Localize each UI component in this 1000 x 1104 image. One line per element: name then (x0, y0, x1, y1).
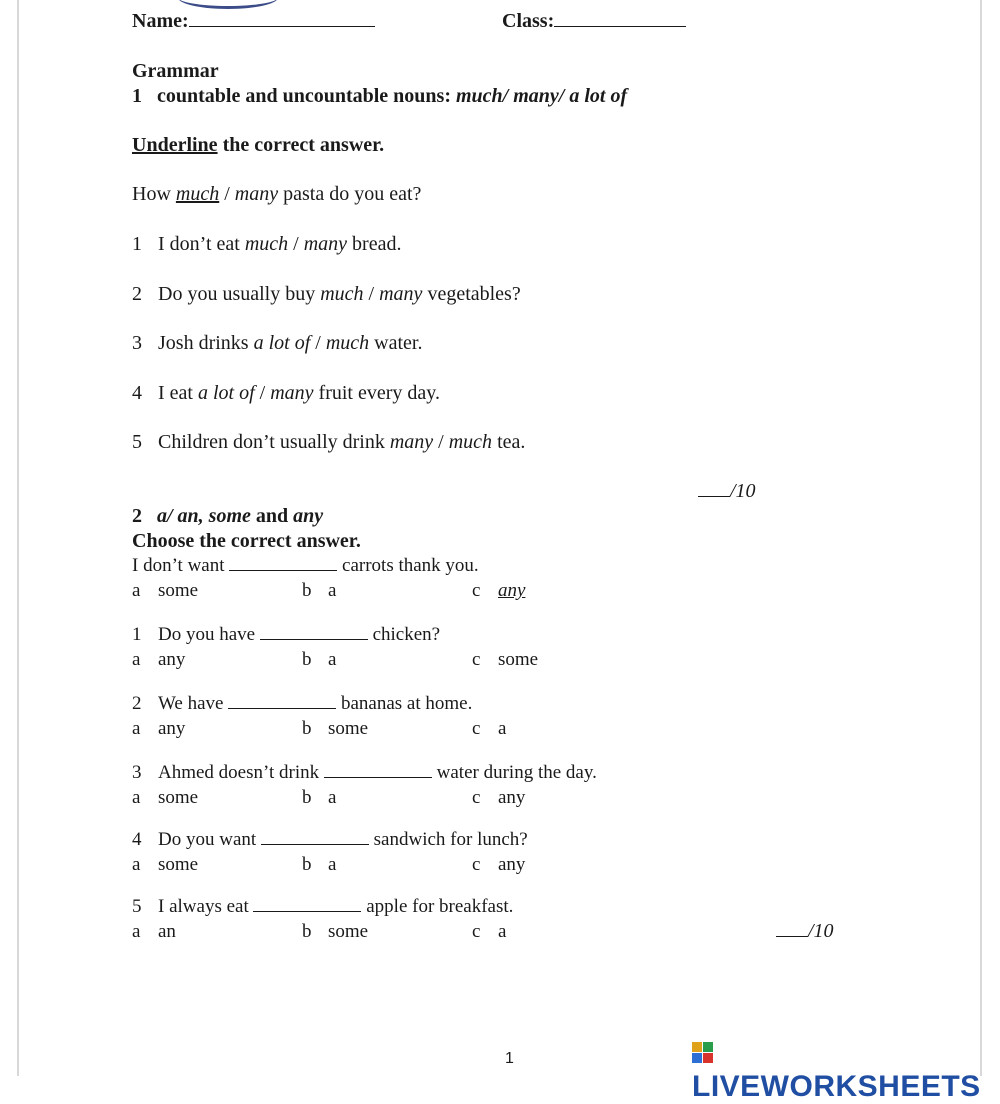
choice-letter: b (302, 854, 312, 875)
section1-number: 1 (132, 85, 142, 107)
example-choice-a[interactable] (132, 580, 198, 602)
item-3-choice-b[interactable] (302, 787, 336, 809)
sentence-pre: I don’t want (132, 555, 225, 576)
name-field (132, 10, 375, 33)
item-5-choice-b[interactable] (302, 921, 368, 943)
item-number: 5 (132, 896, 142, 917)
school-logo-arc (178, 0, 278, 9)
sentence-pre: I always eat (158, 896, 249, 917)
choice-letter: b (302, 787, 312, 808)
item-pre: I eat (158, 382, 193, 404)
item-pre: Josh drinks (158, 332, 249, 354)
choice-letter: b (302, 718, 312, 739)
choice-letter: a (132, 718, 141, 739)
item-number: 2 (132, 283, 142, 305)
choice-text: a (328, 580, 337, 601)
choice-text: a (498, 921, 507, 942)
choice-letter: c (472, 787, 481, 808)
item-option-1[interactable]: a lot of (197, 382, 255, 404)
item-option-2[interactable]: many (303, 233, 348, 255)
item-3-choice-a[interactable] (132, 787, 198, 809)
choice-letter: a (132, 854, 141, 875)
choice-letter: c (472, 921, 481, 942)
section1-item-3: 3 Josh drinks a lot of / much water. (132, 332, 423, 354)
choice-text: a (328, 649, 337, 670)
instruction-underlined-word: Underline (132, 134, 218, 156)
example-pre: How (132, 183, 171, 205)
section2-item-3-sentence (132, 762, 597, 784)
answer-blank[interactable] (324, 777, 432, 778)
liveworksheets-logo (692, 1036, 1000, 1104)
instruction-rest: the correct answer. (222, 134, 385, 156)
score-blank[interactable] (698, 496, 730, 497)
choice-text: some (498, 649, 539, 670)
page-border-right (980, 0, 982, 1076)
page-number: 1 (505, 1050, 514, 1067)
example-choice-c[interactable] (472, 580, 525, 602)
liveworksheets-grid-icon (692, 1042, 714, 1064)
item-number: 4 (132, 829, 142, 850)
choice-letter: b (302, 580, 312, 601)
answer-blank[interactable] (229, 570, 337, 571)
name-label: Name: (132, 10, 189, 32)
score-blank[interactable] (776, 936, 808, 937)
choice-text: some (158, 580, 199, 601)
item-2-choice-c[interactable] (472, 718, 506, 740)
item-post: tea. (497, 431, 526, 453)
item-option-1[interactable]: much (244, 233, 289, 255)
choice-text: some (328, 921, 369, 942)
section2-item-1-sentence (132, 624, 440, 646)
section2-number: 2 (132, 505, 142, 527)
sentence-post: chicken? (372, 624, 441, 645)
choice-letter: a (132, 649, 141, 670)
example-post: pasta do you eat? (283, 183, 422, 205)
item-5-choice-c[interactable] (472, 921, 506, 943)
item-post: vegetables? (427, 283, 521, 305)
section2-title-and: and (255, 505, 289, 527)
example-option-2[interactable]: many (234, 183, 279, 205)
choice-letter: a (132, 787, 141, 808)
section2-instruction: Choose the correct answer. (132, 530, 361, 552)
choice-text: any (498, 580, 526, 601)
example-choice-b[interactable] (302, 580, 336, 602)
item-number: 5 (132, 431, 142, 453)
item-option-2[interactable]: many (270, 382, 314, 404)
section2-item-5-sentence (132, 896, 513, 918)
page-border-left (17, 0, 19, 1076)
item-number: 4 (132, 382, 142, 404)
section1-score (698, 480, 756, 503)
sentence-post: bananas at home. (340, 693, 473, 714)
example-separator: / (224, 183, 230, 205)
item-5-choice-a[interactable] (132, 921, 176, 943)
item-number: 1 (132, 624, 142, 645)
section2-title-italic-2: any (293, 505, 324, 527)
section2-example-sentence (132, 555, 479, 577)
item-3-choice-c[interactable] (472, 787, 525, 809)
item-4-choice-b[interactable] (302, 854, 336, 876)
answer-blank[interactable] (253, 911, 361, 912)
liveworksheets-text: LIVEWORKSHEETS (692, 1070, 981, 1103)
class-blank[interactable] (554, 26, 686, 27)
choice-text: a (328, 854, 337, 875)
item-post: water. (374, 332, 423, 354)
item-pre: Children don’t usually drink (158, 431, 385, 453)
class-field (502, 10, 686, 33)
choice-letter: b (302, 921, 312, 942)
sentence-pre: Do you want (158, 829, 257, 850)
item-4-choice-c[interactable] (472, 854, 525, 876)
section2-title (132, 505, 323, 528)
item-2-choice-a[interactable] (132, 718, 185, 740)
section1-item-5: 5 Children don’t usually drink many / much tea. (132, 431, 526, 453)
choice-letter: a (132, 580, 141, 601)
section1-example (132, 183, 421, 206)
item-number: 3 (132, 762, 142, 783)
section1-title (132, 85, 627, 108)
section1-instruction (132, 134, 384, 157)
choice-text: any (158, 649, 186, 670)
section1-title-italic: much/ many/ a lot of (455, 85, 628, 107)
section2-item-2-sentence (132, 693, 472, 715)
item-pre: Do you usually buy (158, 283, 316, 305)
answer-blank[interactable] (261, 844, 369, 845)
section1-title-prefix: countable and uncountable nouns: (157, 85, 451, 107)
grammar-heading: Grammar (132, 60, 219, 82)
choice-text: a (498, 718, 507, 739)
section1-item-2: 2 Do you usually buy much / many vegetables? (132, 283, 521, 305)
item-option-1[interactable]: many (389, 431, 434, 453)
class-label: Class: (502, 10, 555, 32)
choice-text: any (498, 787, 526, 808)
item-number: 3 (132, 332, 142, 354)
item-option-2[interactable]: much (325, 332, 370, 354)
answer-blank[interactable] (260, 639, 368, 640)
item-option-2[interactable]: many (379, 283, 423, 305)
choice-letter: c (472, 718, 481, 739)
sentence-post: carrots thank you. (342, 555, 479, 576)
score-total: /10 (808, 920, 834, 942)
choice-text: some (158, 854, 199, 875)
sentence-pre: Do you have (158, 624, 256, 645)
choice-text: a (328, 787, 337, 808)
item-option-1[interactable]: much (320, 283, 364, 305)
choice-letter: c (472, 854, 481, 875)
item-pre: I don’t eat (158, 233, 240, 255)
sentence-pre: We have (158, 693, 224, 714)
name-blank[interactable] (189, 26, 375, 27)
choice-text: any (498, 854, 526, 875)
choice-text: some (158, 787, 199, 808)
choice-text: an (158, 921, 176, 942)
item-number: 2 (132, 693, 142, 714)
sentence-post: apple for breakfast. (366, 896, 514, 917)
sentence-post: water during the day. (436, 762, 597, 783)
answer-blank[interactable] (228, 708, 336, 709)
item-post: fruit every day. (318, 382, 440, 404)
item-number: 1 (132, 233, 142, 255)
item-option-2[interactable]: much (448, 431, 493, 453)
score-total: /10 (730, 480, 756, 502)
sentence-pre: Ahmed doesn’t drink (158, 762, 320, 783)
choice-letter: c (472, 649, 481, 670)
choice-text: any (158, 718, 186, 739)
item-1-choice-a[interactable] (132, 649, 185, 671)
section1-item-1: 1 I don’t eat much / many bread. (132, 233, 402, 255)
choice-text: some (328, 718, 369, 739)
section2-title-italic-1: a/ an, some (157, 505, 251, 527)
choice-letter: a (132, 921, 141, 942)
item-post: bread. (352, 233, 402, 255)
item-1-choice-b[interactable] (302, 649, 336, 671)
section1-item-4: 4 I eat a lot of / many fruit every day. (132, 382, 440, 404)
example-option-1[interactable]: much (175, 183, 220, 205)
sentence-post: sandwich for lunch? (373, 829, 528, 850)
section2-score (776, 920, 834, 943)
item-4-choice-a[interactable] (132, 854, 198, 876)
choice-letter: c (472, 580, 481, 601)
item-option-1[interactable]: a lot of (253, 332, 311, 354)
item-2-choice-b[interactable] (302, 718, 368, 740)
choice-letter: b (302, 649, 312, 670)
section2-item-4-sentence (132, 829, 528, 851)
item-1-choice-c[interactable] (472, 649, 538, 671)
